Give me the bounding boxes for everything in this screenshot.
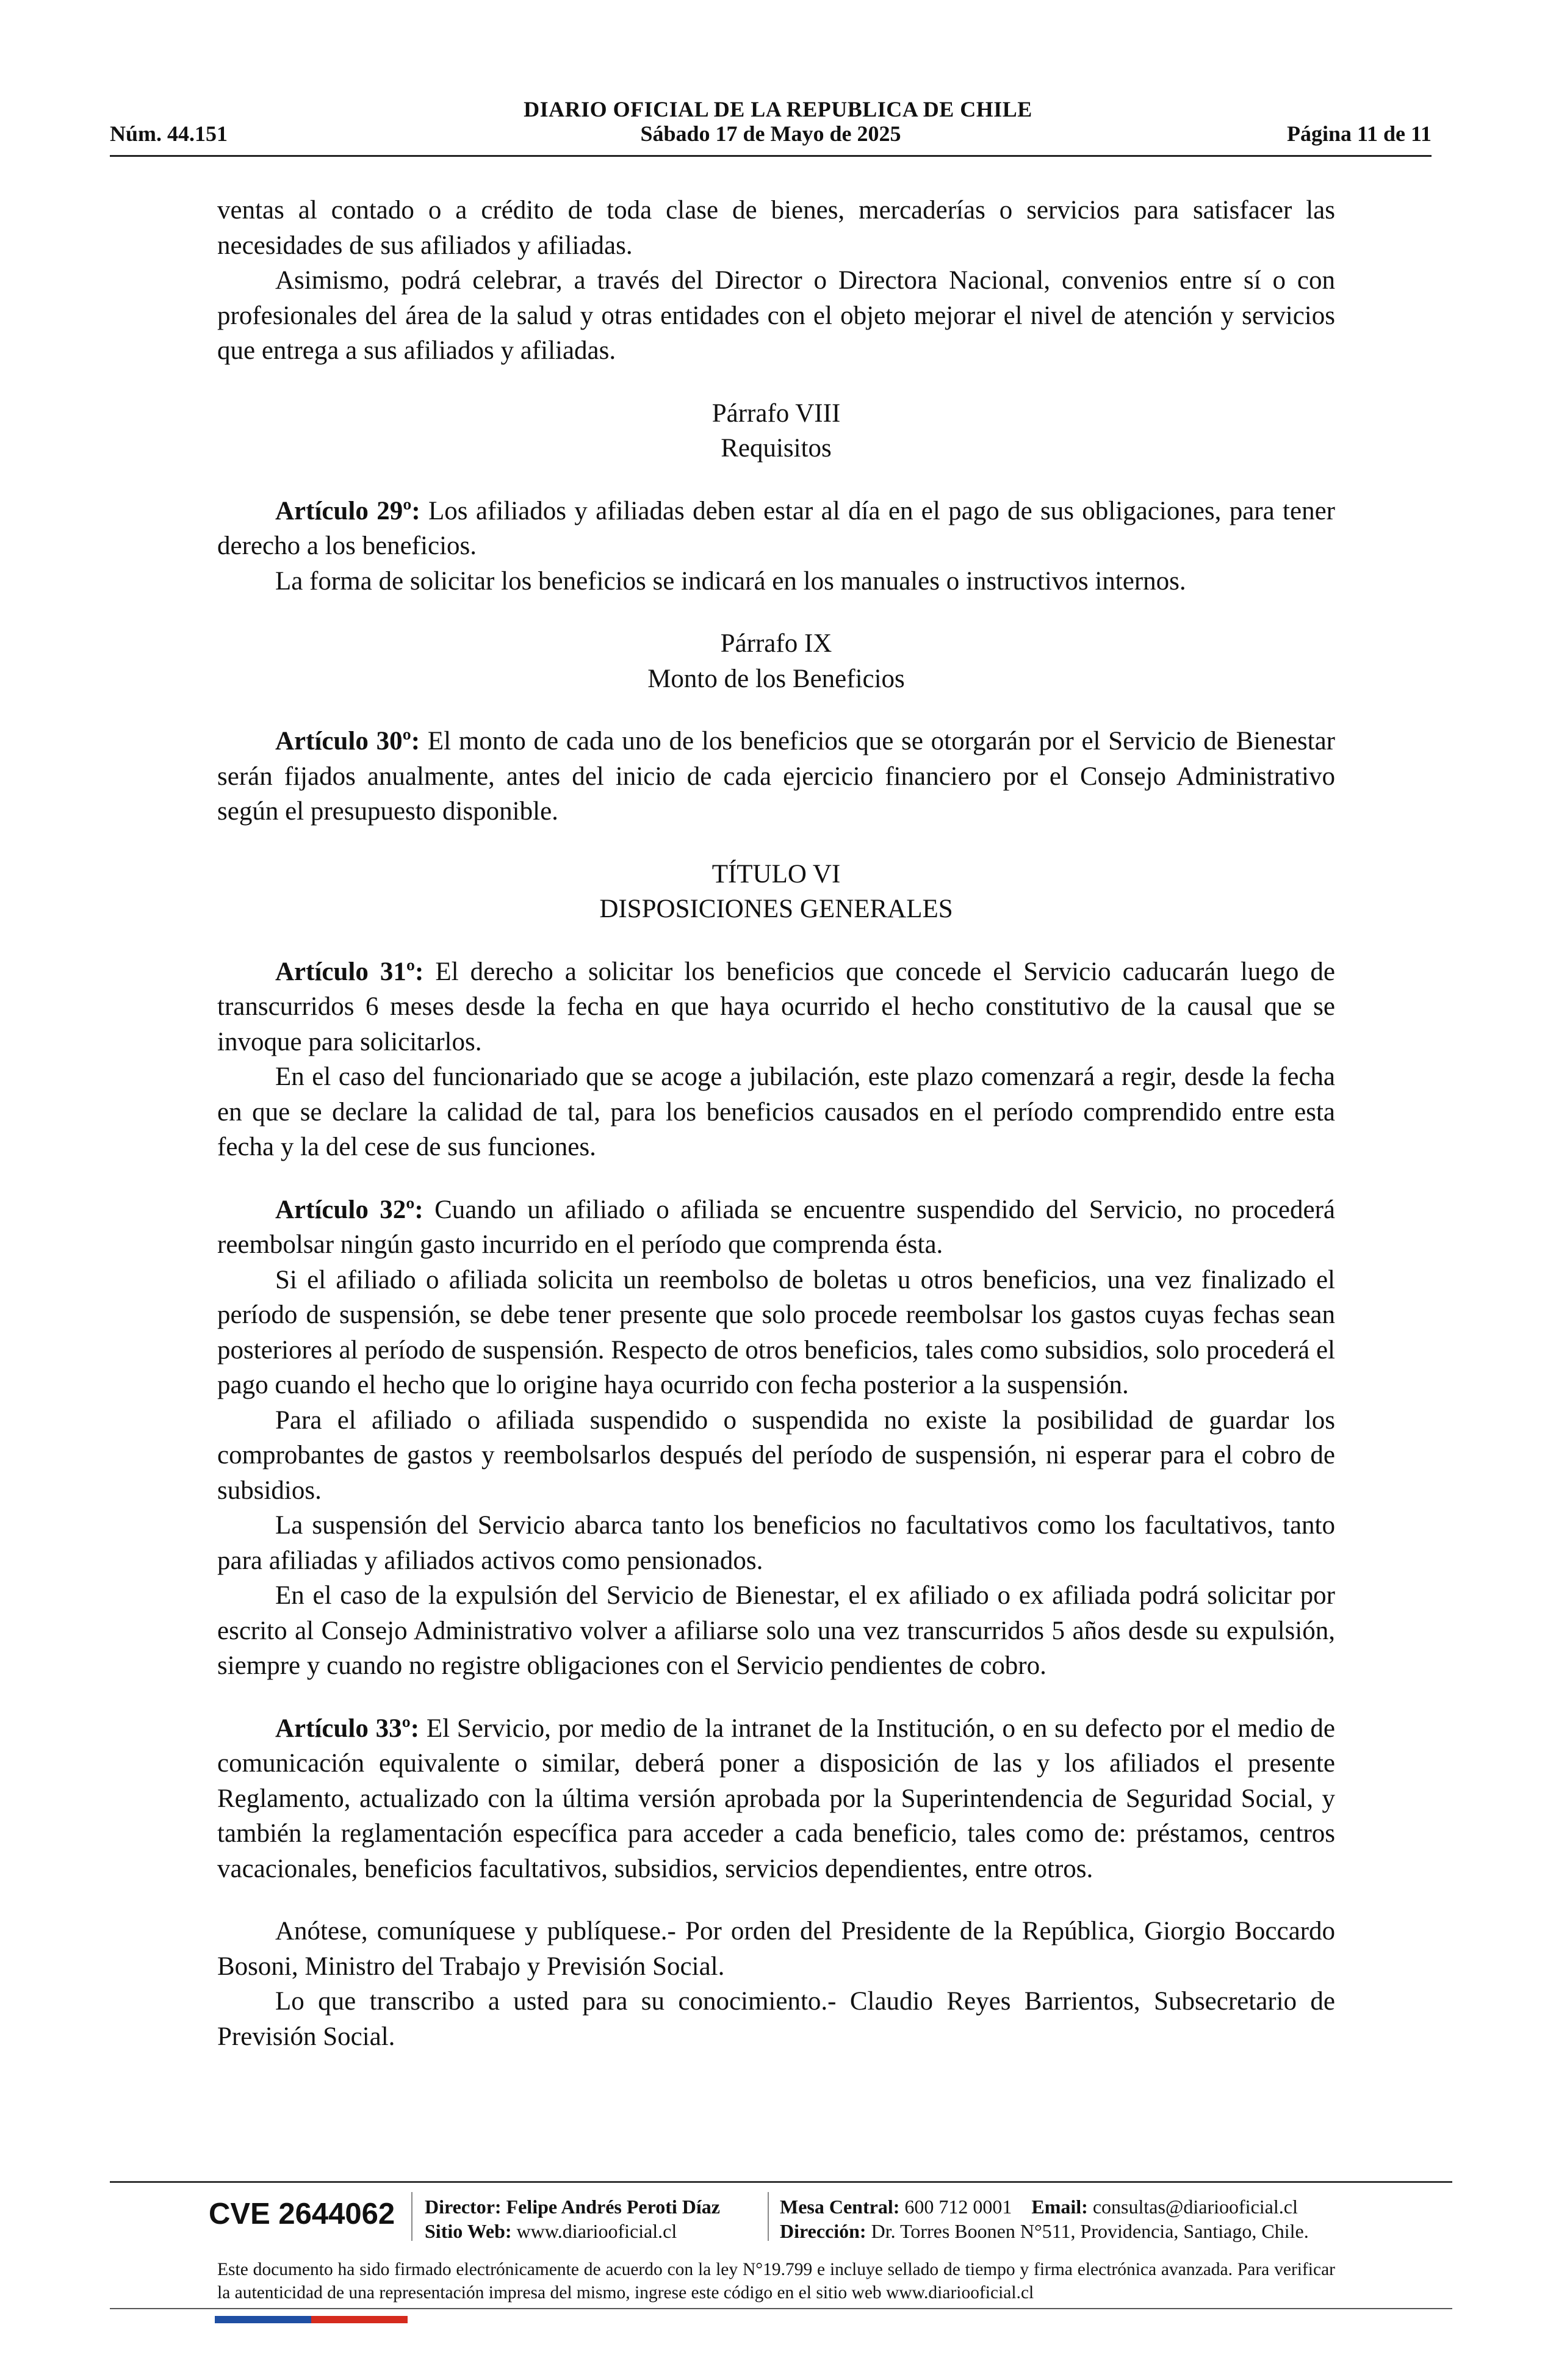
website-link[interactable]: www.diariooficial.cl bbox=[516, 2220, 677, 2242]
article-32-paragraph-5: En el caso de la expulsión del Servicio de Bienestar, el ex afiliado o ex afiliada podrá solicitar por escrito al Consejo Administrativo volver a afiliarse solo una vez transcurridos 5 años desde su expulsión, siempre y cuando no registre obligaciones con el Servicio pendientes de cobro. bbox=[217, 1581, 1335, 1680]
article-32-text: Cuando un afiliado o afiliada se encuentre suspendido del Servicio, no procederá reembolsar ningún gasto incurrido en el período que comprenda ésta. bbox=[217, 1195, 1335, 1259]
title-subheading-disposiciones: DISPOSICIONES GENERALES bbox=[599, 895, 953, 923]
paragraph-asimismo: Asimismo, podrá celebrar, a través del Director o Directora Nacional, convenios entre sí o con profesionales del área de la salud y otras entidades con el objeto mejorar el nivel de atención y servicios que entrega a sus afiliados y afiliadas. bbox=[217, 266, 1335, 365]
article-31-label: Artículo 31º: bbox=[275, 957, 424, 986]
closing-paragraph-1: Anótese, comuníquese y publíquese.- Por orden del Presidente de la República, Giorgio Boccardo Bosoni, Ministro del Trabajo y Previsión Social. bbox=[217, 1917, 1335, 1981]
paragraph-continuation: ventas al contado o a crédito de toda clase de bienes, mercaderías o servicios para satisfacer las necesidades de sus afiliados y afiliadas. bbox=[217, 196, 1335, 260]
flag-color-bar bbox=[215, 2316, 408, 2323]
header-meta-row bbox=[110, 121, 1432, 149]
page-number: Página 11 de 11 bbox=[1286, 121, 1432, 146]
article-30 bbox=[217, 724, 1335, 829]
article-30-text: El monto de cada uno de los beneficios que se otorgarán por el Servicio de Bienestar serán fijados anualmente, antes del inicio de cada ejercicio financiero por el Consejo Administrativo según el presupuesto disponible. bbox=[217, 727, 1336, 826]
footer-divider bbox=[110, 2181, 1452, 2183]
article-32-label: Artículo 32º: bbox=[275, 1195, 423, 1224]
flag-red-segment bbox=[311, 2316, 408, 2323]
footer-contact-block bbox=[780, 2194, 1309, 2243]
article-32-paragraph-2: Si el afiliado o afiliada solicita un reembolso de boletas u otros beneficios, una vez finalizado el período de suspensión, se debe tener presente que solo procede reembolsar los gastos cuyas fechas sean posteriores al período de suspensión. Respecto de otros beneficios, tales como subsidios, solo procederá el pago cuando el hecho que lo origine haya ocurrido con fecha posterior a la suspensión. bbox=[217, 1265, 1335, 1399]
article-32-paragraph-4: La suspensión del Servicio abarca tanto los beneficios no facultativos como los facultativos, tanto para afiliadas y afiliados activos como pensionados. bbox=[217, 1511, 1335, 1575]
footer-separator-1 bbox=[411, 2192, 412, 2241]
director-name: Felipe Andrés Peroti Díaz bbox=[506, 2196, 720, 2218]
section-subheading-requisitos: Requisitos bbox=[721, 434, 832, 463]
website-label: Sitio Web: bbox=[425, 2220, 512, 2242]
article-33-text: El Servicio, por medio de la intranet de la Institución, o en su defecto por el medio de comunicación equivalente o similar, deberá poner a disposición de las y los afiliados el presente Reglamento, actualizado con la última versión aprobada por la Superintendencia de Seguridad Social, y también la reglamentación específica para acceder a cada beneficio, tales como de: préstamos, centros vacacionales, beneficios facultativos, subsidios, servicios dependientes, entre otros. bbox=[217, 1714, 1335, 1883]
title-heading-titulo-6: TÍTULO VI bbox=[711, 859, 841, 889]
document-body bbox=[217, 193, 1335, 2054]
section-heading-parrafo-9: Párrafo IX bbox=[720, 629, 832, 658]
footer-director-block bbox=[425, 2194, 720, 2243]
cve-code: CVE 2644062 bbox=[209, 2198, 395, 2230]
article-31 bbox=[217, 954, 1335, 1060]
closing-paragraph-2: Lo que transcribo a usted para su conocimiento.- Claudio Reyes Barrientos, Subsecretario de Previsión Social. bbox=[217, 1987, 1335, 2051]
footer-separator-2 bbox=[768, 2192, 769, 2241]
legal-notice: Este documento ha sido firmado electrónicamente de acuerdo con la ley N°19.799 e incluye sellado de tiempo y firma electrónica avanzada. Para verificar la autenticidad de una representación impresa del mismo, ingrese este código en el sitio web www.diariooficial.cl bbox=[217, 2260, 1335, 2302]
article-33 bbox=[217, 1711, 1335, 1887]
address-text: Dr. Torres Boonen N°511, Providencia, Santiago, Chile. bbox=[871, 2220, 1309, 2242]
article-30-label: Artículo 30º: bbox=[275, 727, 420, 755]
article-29-paragraph-2: La forma de solicitar los beneficios se indicará en los manuales o instructivos internos. bbox=[275, 566, 1186, 596]
header-divider bbox=[110, 155, 1432, 157]
section-heading-parrafo-8: Párrafo VIII bbox=[711, 398, 841, 428]
article-31-paragraph-2: En el caso del funcionariado que se acoge a jubilación, este plazo comenzará a regir, desde la fecha en que se declare la calidad de tal, para los beneficios causados en el período comprendido entre esta fecha y la del cese de sus funciones. bbox=[217, 1062, 1335, 1161]
section-subheading-monto: Monto de los Beneficios bbox=[647, 664, 905, 693]
email-link[interactable]: consultas@diariooficial.cl bbox=[1092, 2196, 1298, 2218]
publication-title: DIARIO OFICIAL DE LA REPUBLICA DE CHILE bbox=[524, 97, 1032, 121]
article-29-text: Los afiliados y afiliadas deben estar al día en el pago de sus obligaciones, para tener derecho a los beneficios. bbox=[217, 496, 1335, 560]
issue-date: Sábado 17 de Mayo de 2025 bbox=[640, 121, 901, 146]
article-31-text: El derecho a solicitar los beneficios que concede el Servicio caducarán luego de transcurridos 6 meses desde la fecha en que haya ocurrido el hecho constitutivo de la causal que se invoque para solicitarlos. bbox=[217, 957, 1335, 1056]
article-32 bbox=[217, 1192, 1335, 1263]
article-33-label: Artículo 33º: bbox=[275, 1714, 420, 1743]
phone-number: 600 712 0001 bbox=[904, 2196, 1012, 2218]
issue-number: Núm. 44.151 bbox=[110, 121, 228, 146]
address-label: Dirección: bbox=[780, 2220, 866, 2242]
email-label: Email: bbox=[1031, 2196, 1088, 2218]
article-32-paragraph-3: Para el afiliado o afiliada suspendido o suspendida no existe la posibilidad de guardar los comprobantes de gastos y reembolsarlos después del período de suspensión, ni esperar para el cobro de subsidios. bbox=[217, 1405, 1335, 1505]
phone-label: Mesa Central: bbox=[780, 2196, 900, 2218]
article-29 bbox=[217, 494, 1335, 564]
article-29-label: Artículo 29º: bbox=[275, 496, 420, 525]
flag-blue-segment bbox=[215, 2316, 311, 2323]
director-label: Director: bbox=[425, 2196, 502, 2218]
footer-bottom-divider bbox=[110, 2308, 1452, 2309]
